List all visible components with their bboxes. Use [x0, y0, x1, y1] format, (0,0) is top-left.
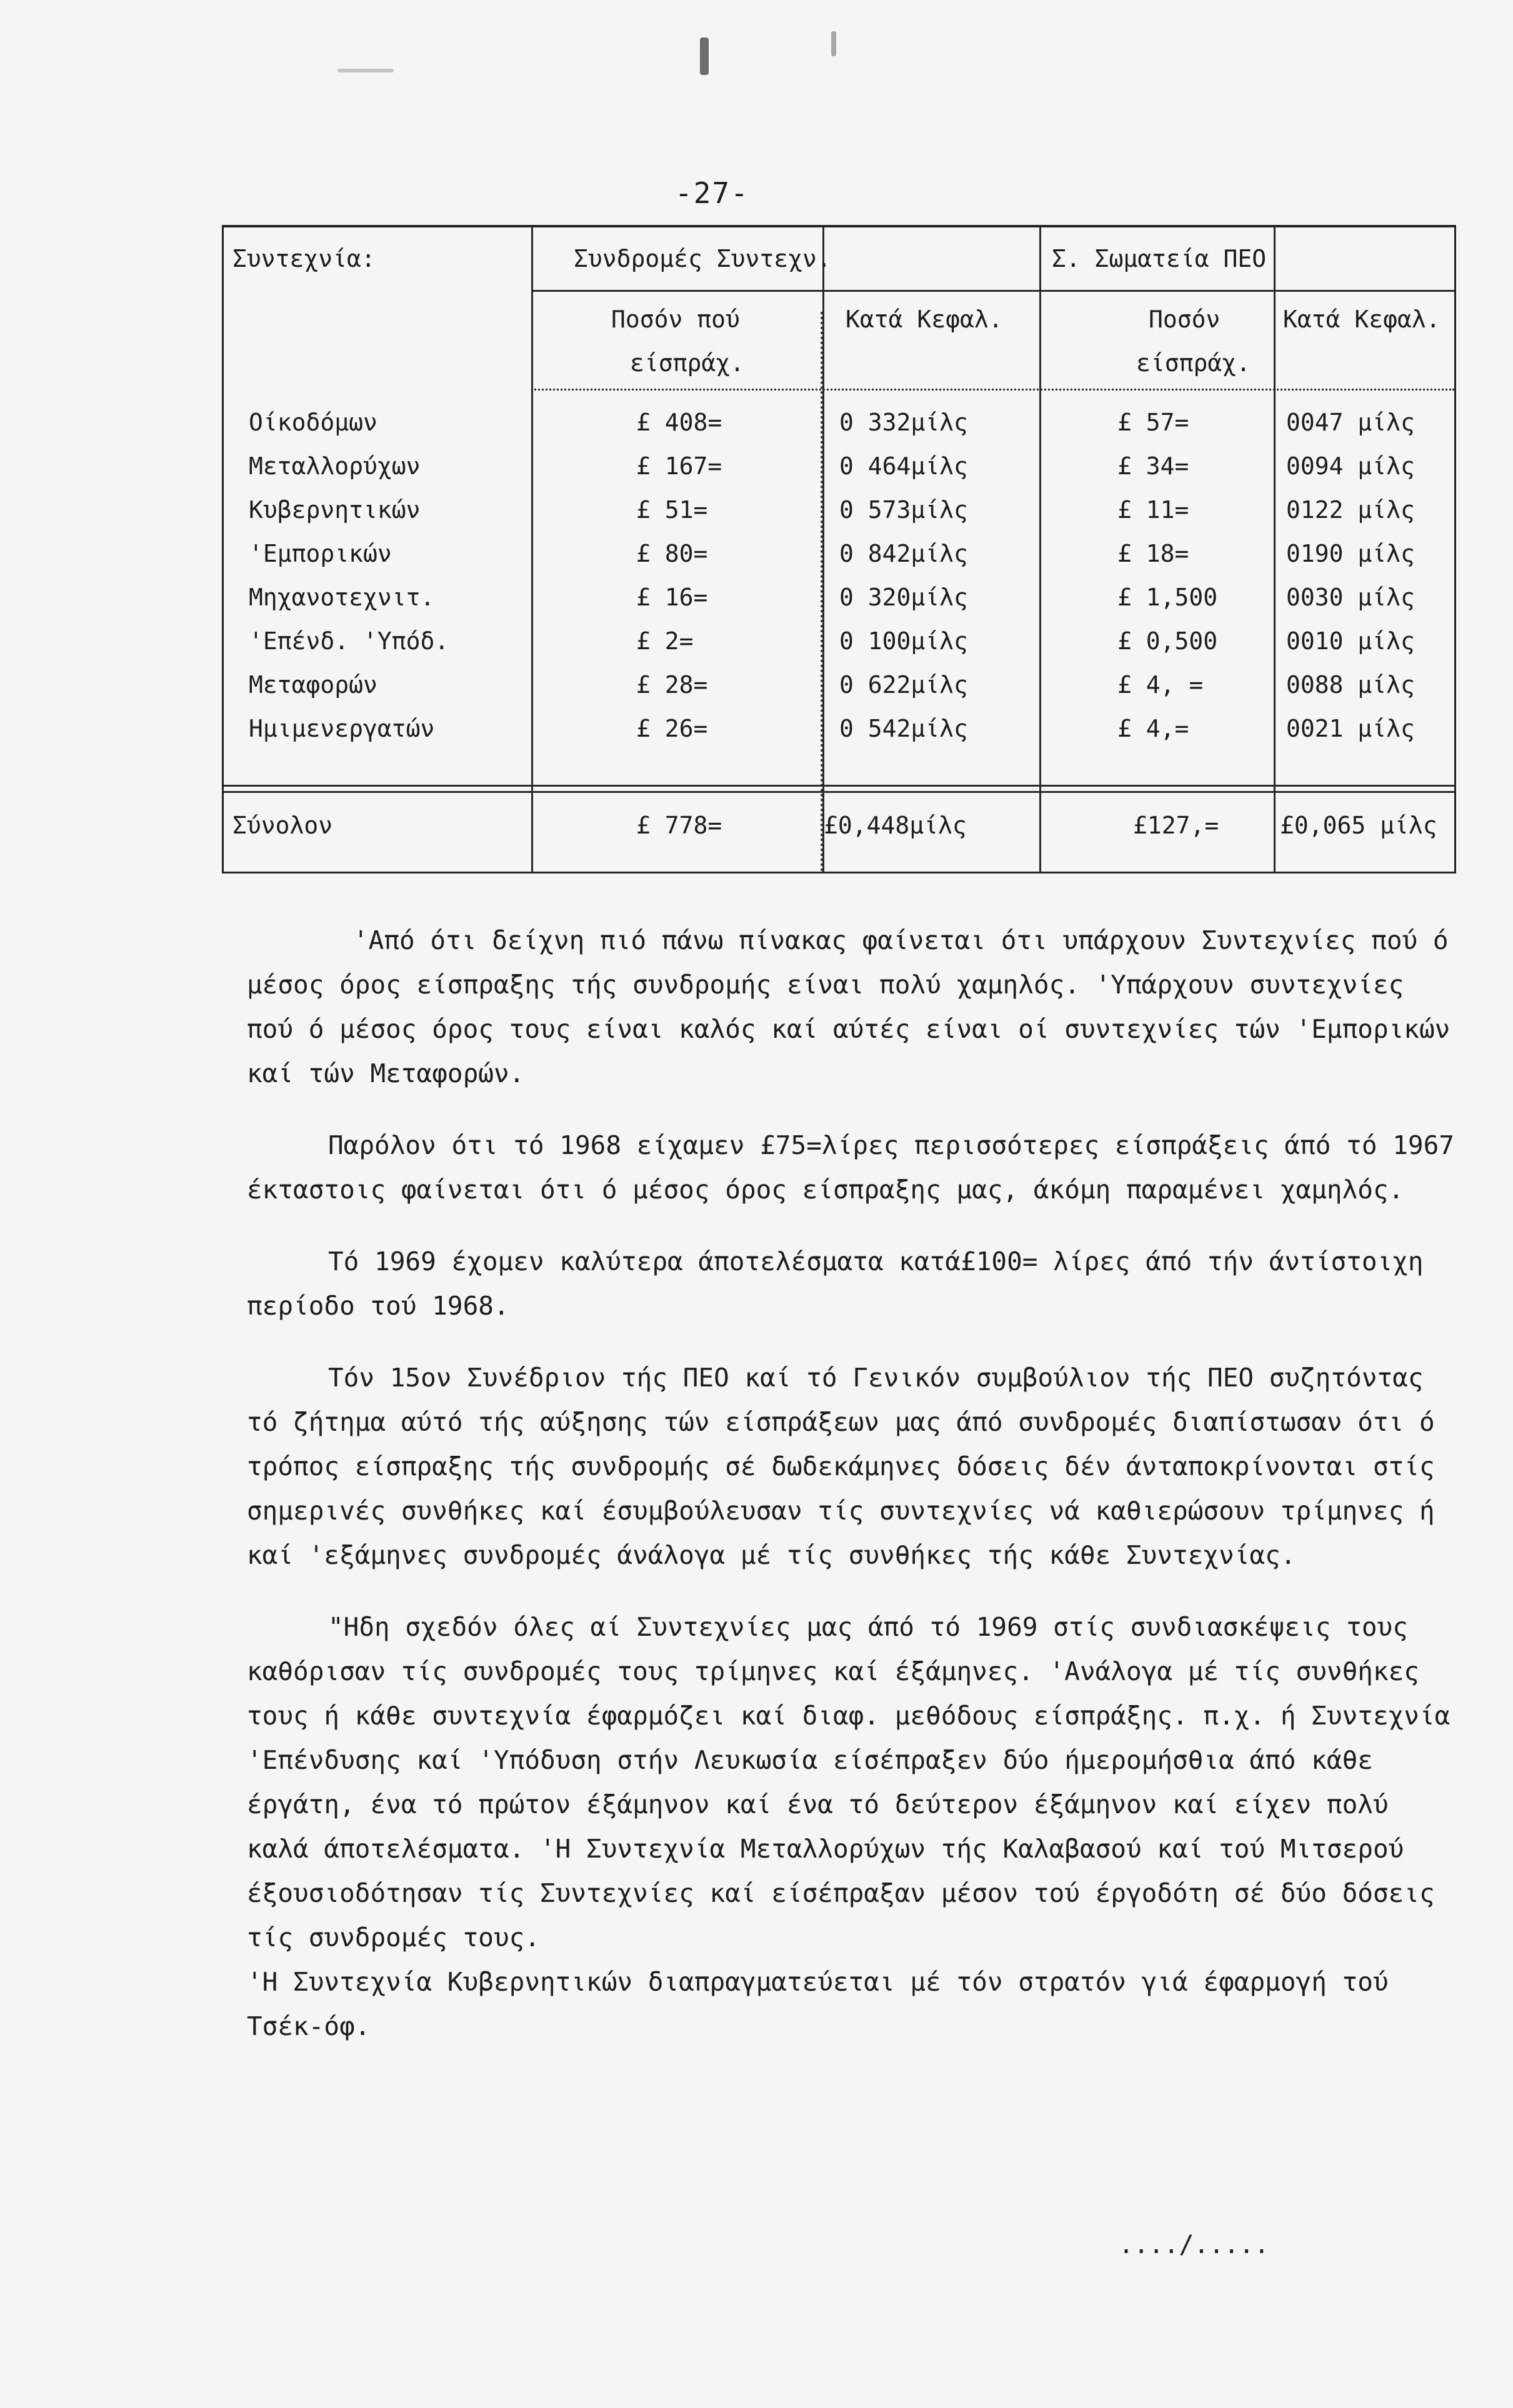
total-amount: £ 778=	[636, 812, 722, 839]
row-per-capita: 0 464μίλς	[839, 452, 968, 480]
header-union: Συντεχνία:	[232, 245, 376, 272]
row-amount: £ 167=	[636, 452, 722, 480]
row-amount: £ 16=	[636, 584, 708, 611]
row-peo-amount: £ 4,=	[1117, 715, 1189, 742]
row-name: Οίκοδόμων	[249, 409, 377, 436]
header-peo-amount: Ποσόν	[1149, 306, 1221, 333]
row-per-capita: 0 332μίλς	[839, 409, 968, 436]
paragraph: Τόν 15ον Συνέδριον τής ΠΕΟ καί τό Γενικόν συμβούλιον τής ΠΕΟ συζητόντας τό ζήτημα αύτό τής αύξησης τών είσπράξεων μας άπό συνδρομές διαπίστωσαν ότι ό τρόπος είσπραξης τής συνδρομής σέ δωδεκάμηνες δόσεις δέν άνταποκρίνονται στίς σημεριvές συνθήκες καί έσυμβούλευσαν τίς συντεχνίες νά καθιερώσουν τρίμηνες ή καί 'εξάμηνες συνδρομές άνάλογα μέ τίς συνθήκες τής κάθε Συντεχνίας.	[247, 1363, 1435, 1570]
header-peo-amount-2: είσπράχ.	[1136, 349, 1251, 377]
row-peo-amount: £ 18=	[1117, 540, 1189, 567]
header-per-capita: Κατά Κεφαλ.	[846, 306, 1003, 333]
row-name: Μεταλλορύχων	[249, 452, 421, 480]
header-subscriptions: Συνδρομές Συντεχν.	[574, 245, 831, 272]
total-divider-2	[224, 791, 1454, 793]
row-peo-per-capita: 0021 μίλς	[1286, 715, 1415, 742]
row-peo-per-capita: 0094 μίλς	[1286, 452, 1415, 480]
row-amount: £ 2=	[636, 627, 694, 655]
header-peo-per-capita: Κατά Κεφαλ.	[1283, 306, 1441, 333]
row-peo-per-capita: 0088 μίλς	[1286, 671, 1415, 699]
header-amount-2: είσπράχ.	[630, 349, 745, 377]
row-peo-amount: £ 0,500	[1117, 627, 1218, 655]
row-per-capita: 0 542μίλς	[839, 715, 968, 742]
row-per-capita: 0 100μίλς	[839, 627, 968, 655]
page-number: -27-	[675, 176, 749, 210]
paragraph: "Ηδη σχεδόν όλες αί Συντεχνίες μας άπό τό 1969 στίς συνδιασκέψεις τους καθόρισαν τίς συνδρομές τους τρίμηνες καί έξάμηνες. 'Ανάλογα μέ τίς συνθήκες τους ή κάθε συντεχνία έφαρμόζει καί διαφ. μεθόδους είσπράξης. π.χ. ή Συντεχνία 'Επένδυσης καί 'Υπόδυση στήν Λευκωσία είσέπραξεν δύο ήμερομήσθια άπό κάθε έργάτη, ένα τό πρώτον έξάμηνον καί ένα τό δεύτερον έξάμηνον καί είχεν πολύ καλά άποτελέσματα. 'Η Συντεχνία Μεταλλορύχων τής Καλαβασού καί τού Μιτσερού έξουσιοδότησαν τίς Συντεχνίες καί είσέπραξαν μέσον τού έργοδότη σέ δύο δόσεις τίς συνδρομές τους.	[247, 1612, 1451, 1953]
row-name: Ημιμενεργατών	[249, 715, 435, 742]
row-amount: £ 28=	[636, 671, 708, 699]
row-amount: £ 26=	[636, 715, 708, 742]
continuation-mark: ..../.....	[1119, 2231, 1269, 2259]
paragraph: 'Από ότι δείχνη πιό πάνω πίνακας φαίνεται ότι υπάρχουν Συντεχνίες πού ό μέσος όρος είσπραξης τής συνδρομής είναι πολύ χαμηλός. 'Υπάρχουν συντεχνίες πού ό μέσος όρος τους είναι καλός καί αύτές είναι οί συντεχνίες τών 'Εμπορικών καί τών Μεταφορών.	[247, 925, 1451, 1088]
row-peo-amount: £ 34=	[1117, 452, 1189, 480]
row-name: 'Εμπορικών	[249, 540, 392, 567]
scan-smudge	[700, 37, 709, 75]
row-peo-amount: £ 57=	[1117, 409, 1189, 436]
report-body	[247, 918, 1459, 2049]
paragraph: 'Η Συντεχνία Κυβερνητικών διαπραγματεύεται μέ τόν στρατόν γιά έφαρμογή τού Τσέκ-όφ.	[247, 1967, 1389, 2041]
row-name: 'Επένδ. 'Υπόδ.	[249, 627, 449, 655]
row-name: Μεταφορών	[249, 671, 377, 699]
total-peo-amount: £127,=	[1133, 812, 1219, 839]
header-amount: Ποσόν πού	[611, 306, 740, 333]
row-peo-amount: £ 1,500	[1117, 584, 1218, 611]
row-peo-amount: £ 11=	[1117, 496, 1189, 524]
total-divider	[224, 785, 1454, 787]
total-per-capita: £0,448μίλς	[824, 812, 967, 839]
row-per-capita: 0 573μίλς	[839, 496, 968, 524]
column-divider	[1274, 227, 1276, 872]
paragraph: Παρόλον ότι τό 1968 είχαμεν £75=λίρες περισσότερες είσπράξεις άπό τό 1967 έκταστοις φαίνεται ότι ό μέσος όρος είσπραξης μας, άκόμη παραμένει χαμηλός.	[247, 1130, 1454, 1205]
column-divider-dotted	[821, 312, 823, 872]
row-per-capita: 0 622μίλς	[839, 671, 968, 699]
union-subscriptions-table	[222, 225, 1456, 873]
header-divider-dotted	[531, 389, 1454, 391]
scan-smudge	[831, 31, 836, 56]
row-amount: £ 408=	[636, 409, 722, 436]
row-amount: £ 80=	[636, 540, 708, 567]
scan-smudge	[337, 69, 394, 72]
header-divider	[531, 290, 1454, 292]
row-peo-per-capita: 0122 μίλς	[1286, 496, 1415, 524]
total-peo-per-capita: £0,065 μίλς	[1280, 812, 1437, 839]
row-peo-per-capita: 0030 μίλς	[1286, 584, 1415, 611]
row-amount: £ 51=	[636, 496, 708, 524]
column-divider	[1039, 227, 1041, 872]
row-name: Μηχανοτεχνιτ.	[249, 584, 435, 611]
row-peo-per-capita: 0010 μίλς	[1286, 627, 1415, 655]
header-peo: Σ. Σωματεία ΠΕΟ	[1052, 245, 1267, 272]
row-per-capita: 0 320μίλς	[839, 584, 968, 611]
row-peo-amount: £ 4, =	[1117, 671, 1204, 699]
row-peo-per-capita: 0190 μίλς	[1286, 540, 1415, 567]
row-per-capita: 0 842μίλς	[839, 540, 968, 567]
row-peo-per-capita: 0047 μίλς	[1286, 409, 1415, 436]
row-name: Κυβερνητικών	[249, 496, 421, 524]
paragraph: Τό 1969 έχομεν καλύτερα άποτελέσματα κατά£100= λίρες άπό τήν άντίστοιχη περίοδο τού 1968.	[247, 1246, 1424, 1321]
total-name: Σύνολον	[232, 812, 333, 839]
